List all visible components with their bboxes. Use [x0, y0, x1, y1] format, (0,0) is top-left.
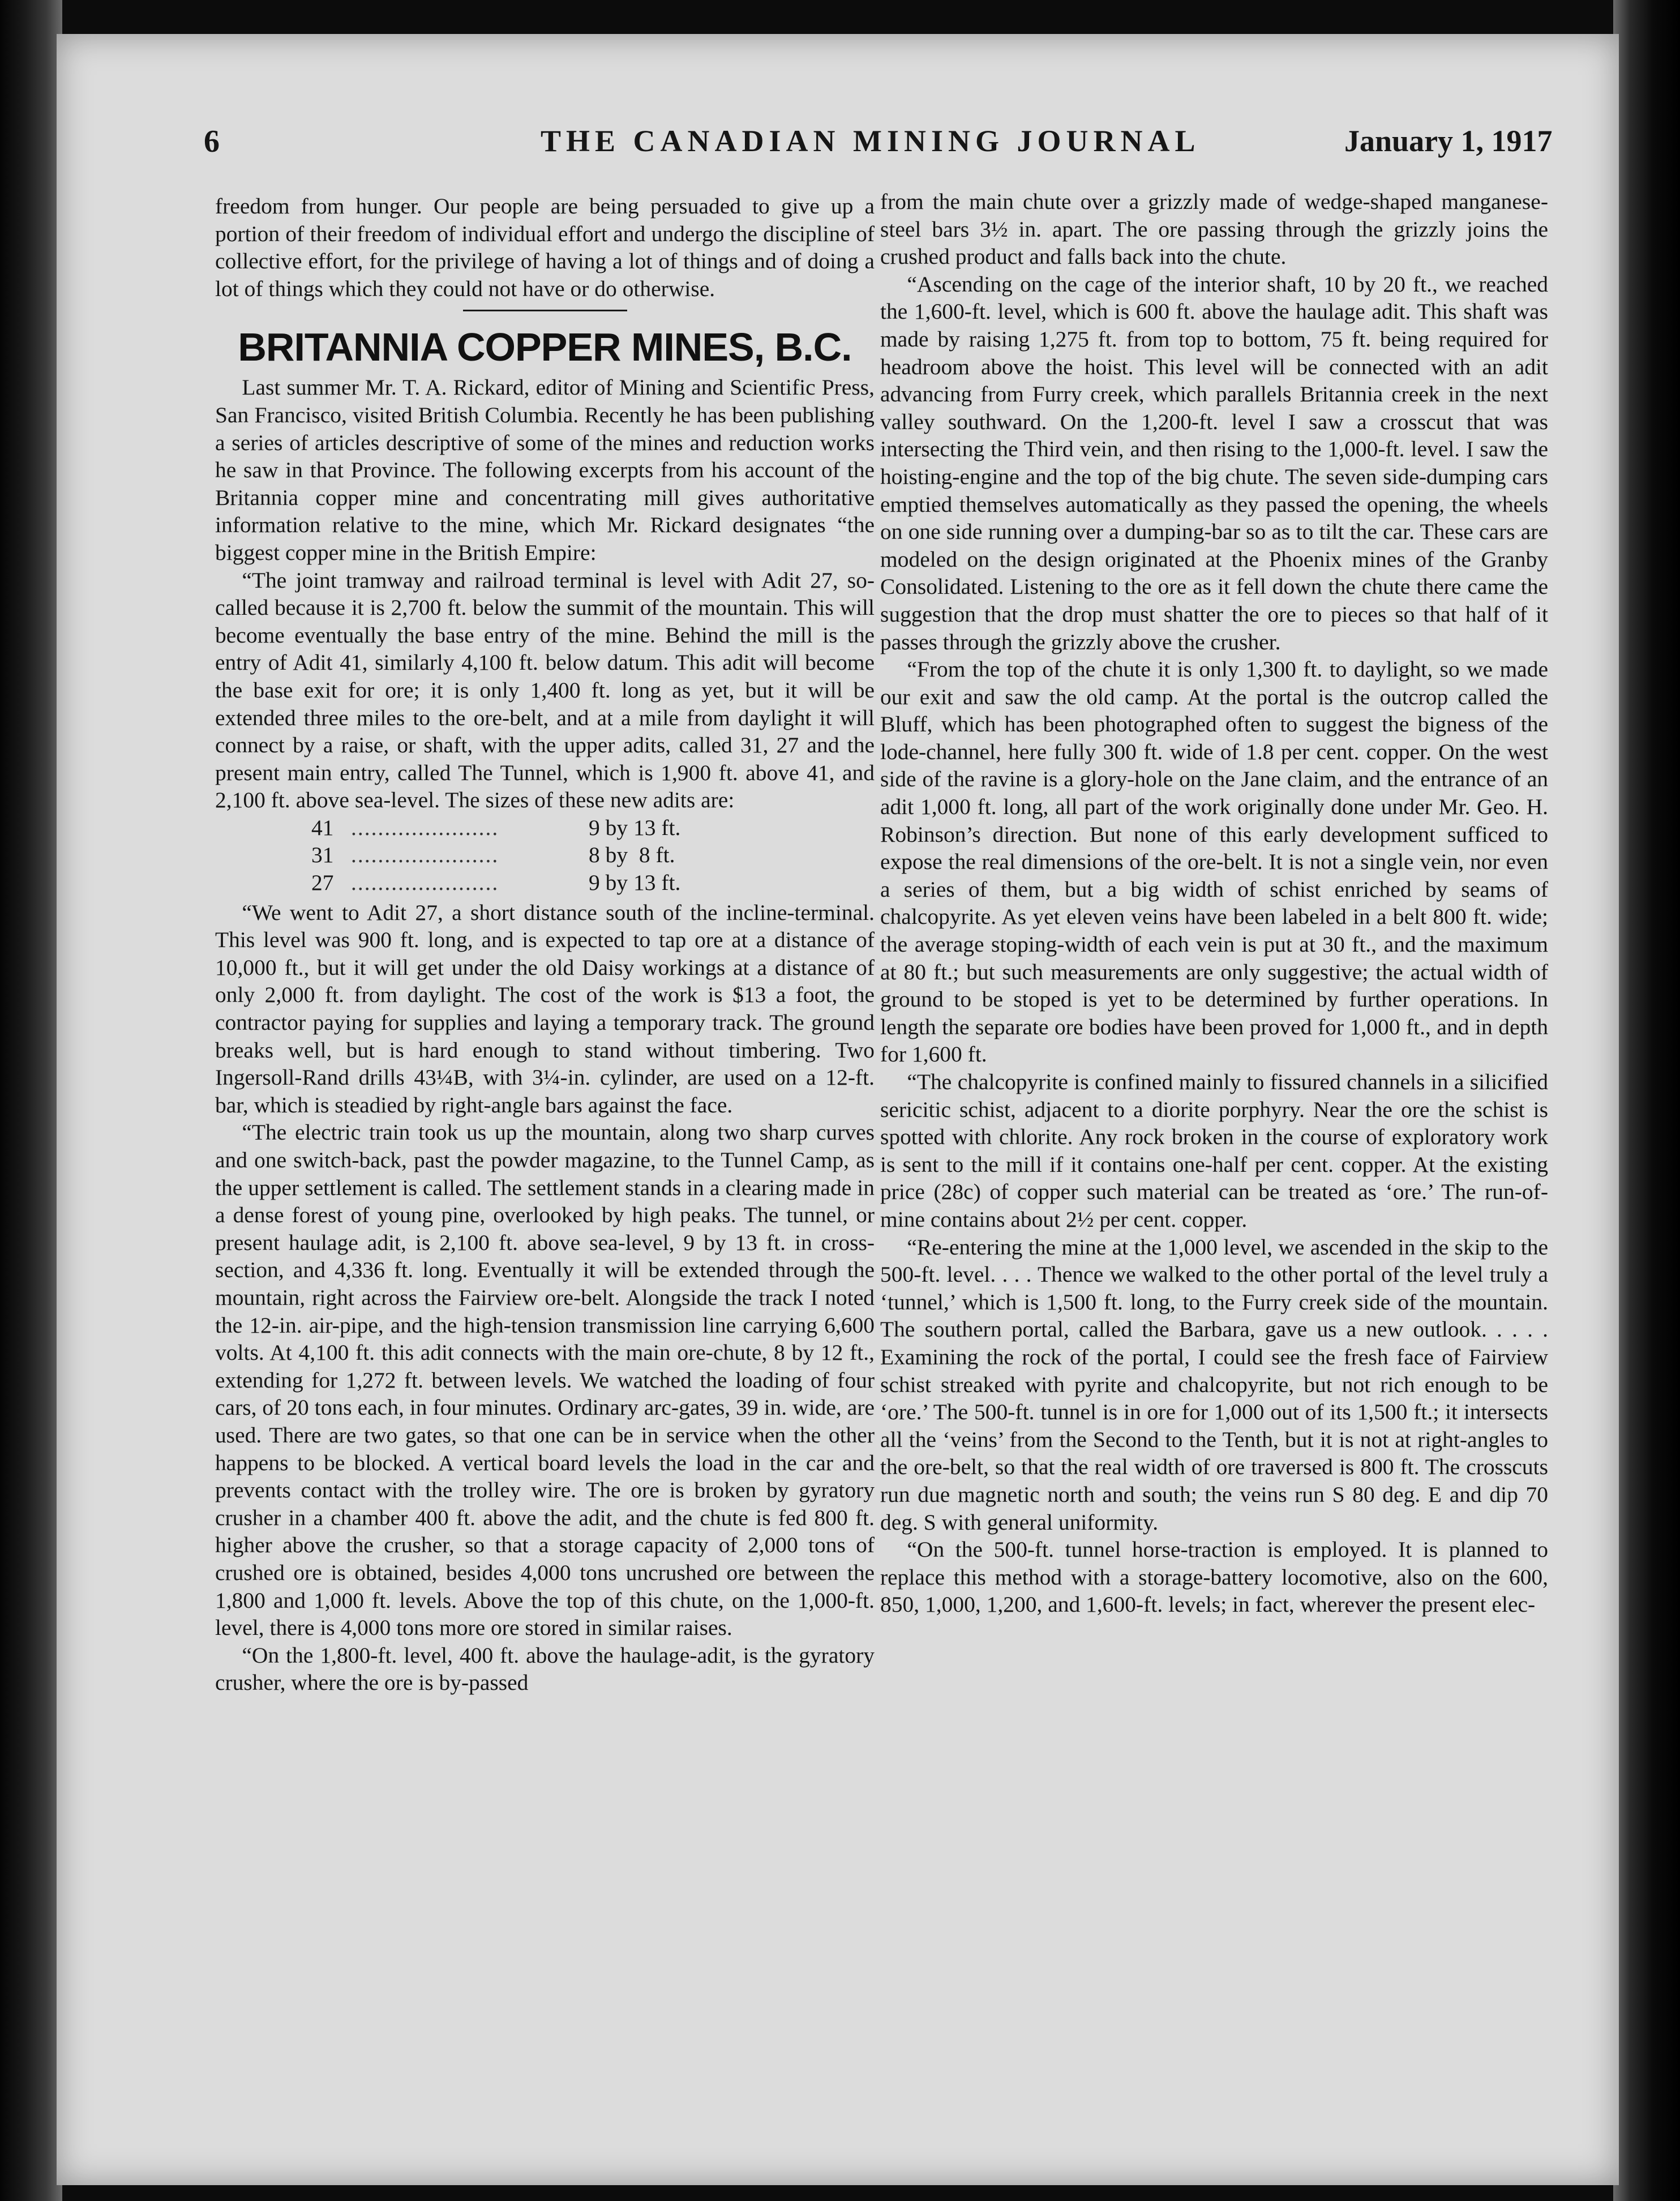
article-paragraph: “The electric train took us up the mountain, along two sharp curves and one switch-back, past the powder magazine, to the Tunnel Camp, as the upper settlement is called. The settlement stands in a clearing made in a dense forest of young pine, overlooked by high peaks. The tunnel, or present haulage adit, is 2,100 ft. above sea-level, 9 by 13 ft. in cross-section, and 4,336 ft. long. Eventually it will be extended through the mountain, right across the Fairview ore-belt. Alongside the track I noted the 12-in. air-pipe, and the high-tension transmission line carrying 6,600 volts. At 4,100 ft. this adit connects with the main ore-chute, 8 by 12 ft., extending for 1,272 ft. between levels. We watched the loading of four cars, of 20 tons each, in four minutes. Ordinary arc-gates, 39 in. wide, are used. There are two gates, so that one can be in service when the other happens to be blocked. A vertical board levels the load in the car and prevents contact with the trolley wire. The ore is broken by gyratory crusher in a chamber 400 ft. above the adit, and the chute is fed 800 ft. higher above the crusher, so that a storage capacity of 2,000 tons of crushed ore is obtained, besides 4,000 tons uncrushed ore between the 1,800 and 1,000 ft. levels. Above the top of this chute, on the 1,000-ft. level, there is 4,000 tons more ore stored in similar raises. [215, 1120, 875, 1641]
article-paragraph: “On the 1,800-ft. level, 400 ft. above the haulage-adit, is the gyratory crusher, where the ore is by-passed [215, 1642, 875, 1695]
adit-sizes-table [311, 814, 680, 897]
scan-right-edge [1613, 0, 1680, 2201]
article-paragraph: “Re-entering the mine at the 1,000 level, we ascended in the skip to the 500-ft. level. . . . Thence we walked to the other portal of the level truly a ‘tunnel,’ which is 1,500 ft. long, to the Furry creek side of the mountain. The southern portal, called the Barbara, gave us a new outlook. . . . . Examining the rock of the portal, I could see the fresh face of Fairview schist streaked with pyrite and chalcopyrite, but not rich enough to be ‘ore.’ The 500-ft. tunnel is in ore for 1,000 out of its 1,500 ft.; it intersects all the ‘veins’ from the Second to the Tenth, but it is not at right-angles to the ore-belt, so that the real width of ore traversed is 800 ft. The crosscuts run due magnetic north and south; the veins run S 80 deg. E and dip 70 deg. S with general uniformity. [880, 1234, 1548, 1535]
leader-dots: ...................... [351, 815, 499, 840]
adit-size: 9 by 13 ft. [589, 870, 681, 896]
section-divider [463, 310, 627, 311]
right-column [880, 188, 1548, 1618]
adit-size: 9 by 13 ft. [589, 815, 681, 840]
article-paragraph: “The chalcopyrite is confined mainly to fissured channels in a silicified sericitic schist, adjacent to a diorite porphyry. Near the ore the schist is spotted with chlorite. Any rock broken in the course of exploratory work is sent to the mill if it contains one-half per cent. copper. At the existing price (28c) of copper such material can be treated as ‘ore.’ The run-of-mine contains about 2½ per cent. copper. [880, 1069, 1548, 1232]
adit-size: 8 by 8 ft. [589, 842, 675, 868]
scan-left-edge [0, 0, 62, 2201]
adit-level: 31 [311, 842, 334, 868]
article-paragraph: “We went to Adit 27, a short distance south of the incline-terminal. This level was 900 ft. long, and is expected to tap ore at a distance of 10,000 ft., but it will get under the old Daisy workings at a distance of only 2,000 ft. from daylight. The cost of the work is $13 a foot, the contractor paying for supplies and laying a temporary track. The ground breaks well, but is hard enough to stand without timbering. Two Ingersoll-Rand drills 43¼B, with 3¼-in. cylinder, are used on a 12-ft. bar, which is steadied by right-angle bars against the face. [215, 900, 875, 1117]
article-paragraph: “Ascending on the cage of the interior shaft, 10 by 20 ft., we reached the 1,600-ft. level, which is 600 ft. above the haulage adit. This shaft was made by raising 1,275 ft. from top to bottom, 75 ft. being required for headroom above the hoist. This level will be connected with an adit advancing from Furry creek, which parallels Britannia creek in the next valley southward. On the 1,200-ft. level I saw a crosscut that was intersecting the Third vein, and then rising to the 1,000-ft. level. I saw the hoisting-engine and the top of the big chute. The seven side-dumping cars emptied themselves automatically as they passed the opening, the wheels on one side running over a dumping-bar so as to tilt the car. These cars are modeled on the design originated at the Phoenix mines of the Granby Consolidated. Listening to the ore as it fell down the chute there came the suggestion that the drop must shatter the ore to pieces so that half of it passes through the grizzly above the crusher. [880, 271, 1548, 654]
leader-dots: ...................... [351, 870, 499, 896]
adit-level: 41 [311, 815, 334, 840]
table-row [311, 869, 680, 897]
table-row [311, 841, 680, 869]
article-paragraph: “On the 500-ft. tunnel horse-traction is employed. It is planned to replace this method with a storage-battery locomotive, also on the 600, 850, 1,000, 1,200, and 1,600-ft. levels; in fact, wherever the present elec- [880, 1537, 1548, 1617]
issue-date: January 1, 1917 [1344, 124, 1553, 158]
journal-title: THE CANADIAN MINING JOURNAL [541, 124, 1201, 158]
article-paragraph: Last summer Mr. T. A. Rickard, editor of Mining and Scientific Press, San Francisco, visited British Columbia. Recently he has been publishing a series of articles descriptive of some of the mines and reduction works he saw in that Province. The following excerpts from his account of the Britannia copper mine and concentrating mill gives authoritative information relative to the mine, which Mr. Rickard designates “the biggest copper mine in the British Empire: [215, 375, 875, 565]
table-row [311, 814, 680, 842]
intro-paragraph: freedom from hunger. Our people are being persuaded to give up a portion of their freedom of individual effort and undergo the discipline of collective effort, for the privilege of having a lot of things and of doing a lot of things which they could not have or do otherwise. [215, 194, 875, 301]
page-number: 6 [204, 124, 220, 159]
article-paragraph: “From the top of the chute it is only 1,300 ft. to daylight, so we made our exit and saw the old camp. At the portal is the outcrop called the Bluff, which has been photographed often to suggest the bigness of the lode-channel, here fully 300 ft. wide of 1.8 per cent. copper. On the west side of the ravine is a glory-hole on the Jane claim, and the entrance of an adit 1,000 ft. long, all part of the work originally done under Mr. Geo. H. Robinson’s direction. But none of this early development sufficed to expose the real dimensions of the ore-belt. It is not a single vein, nor even a series of them, but a big width of schist enriched by seams of chalcopyrite. As yet eleven veins have been labeled in a belt 800 ft. wide; the average stoping-width of each vein is put at 30 ft., and the maximum at 80 ft.; but such measurements are only suggestive; the actual width of ground to be stoped is yet to be determined by further operations. In length the separate ore bodies have been proved for 1,000 ft., and in depth for 1,600 ft. [880, 657, 1548, 1067]
article-paragraph: from the main chute over a grizzly made of wedge-shaped manganese-steel bars 3½ in. apart. The ore passing through the grizzly joins the crushed product and falls back into the chute. [880, 189, 1548, 269]
leader-dots: ...................... [351, 842, 499, 868]
article-paragraph: “The joint tramway and railroad terminal is level with Adit 27, so-called because it is 2,700 ft. below the summit of the mountain. This will become eventually the base entry of the mine. Behind the mill is the entry of Adit 41, similarly 4,100 ft. below datum. This adit will become the base exit for ore; it is only 1,400 ft. long as yet, but it will be extended three miles to the ore-belt, and at a mile from daylight it will connect by a raise, or shaft, with the upper adits, called 31, 27 and the present main entry, called The Tunnel, which is 1,900 ft. above 41, and 2,100 ft. above sea-level. The sizes of these new adits are: [215, 567, 875, 813]
article-headline: BRITANNIA COPPER MINES, B.C. [238, 325, 852, 370]
adit-level: 27 [311, 870, 334, 896]
left-column [215, 192, 875, 1697]
